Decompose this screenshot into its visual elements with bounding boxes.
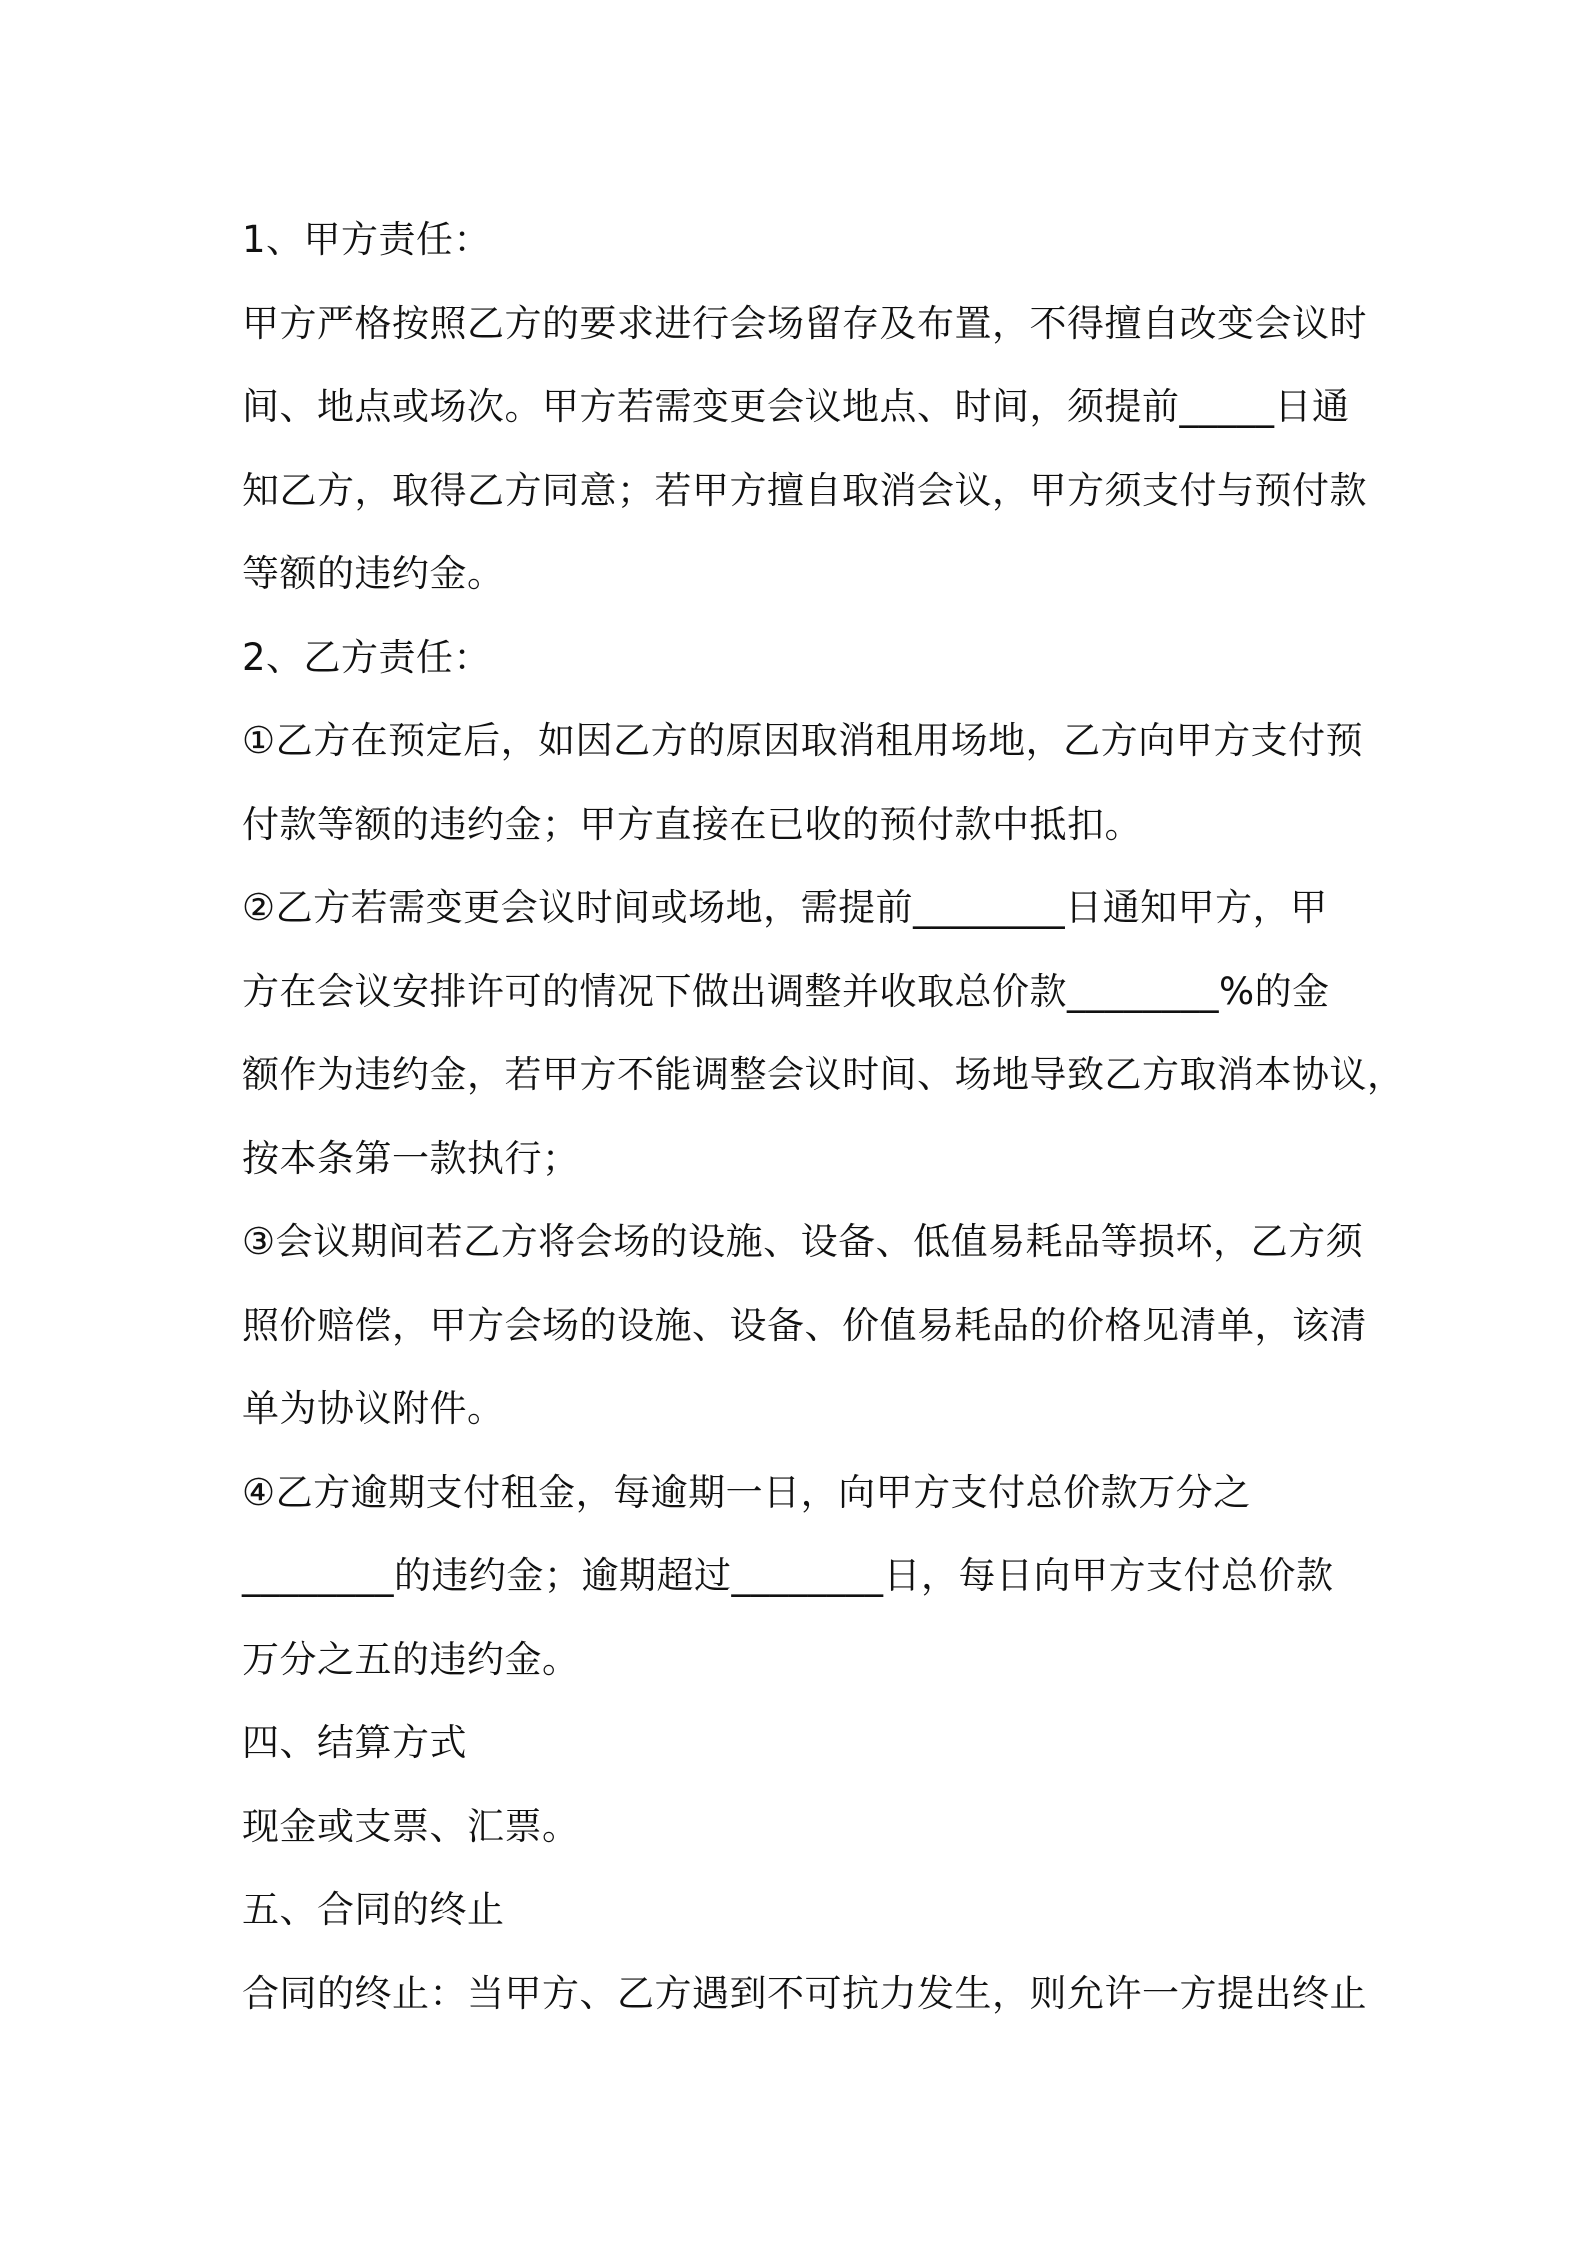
paragraph-line: 方在会议安排许可的情况下做出调整并收取总价款________%的金: [242, 969, 1330, 1013]
heading-settlement-method: 四、结算方式: [242, 1721, 467, 1764]
paragraph-line: ④乙方逾期支付租金，每逾期一日，向甲方支付总价款万分之: [242, 1470, 1251, 1514]
paragraph-line: 甲方严格按照乙方的要求进行会场留存及布置，不得擅自改变会议时: [242, 301, 1367, 345]
paragraph-line: 万分之五的违约金。: [242, 1637, 580, 1681]
heading-party-a-responsibility: 1、甲方责任：: [242, 218, 492, 261]
paragraph-line: 付款等额的违约金；甲方直接在已收的预付款中抵扣。: [242, 802, 1142, 846]
paragraph-line: ①乙方在预定后，如因乙方的原因取消租用场地，乙方向甲方支付预: [242, 719, 1364, 762]
paragraph-line: 单为协议附件。: [242, 1387, 505, 1430]
heading-contract-termination: 五、合同的终止: [242, 1888, 505, 1931]
paragraph-line: 按本条第一款执行；: [242, 1136, 580, 1180]
paragraph-line: ②乙方若需变更会议时间或场地，需提前________日通知甲方，甲: [242, 886, 1328, 929]
document-page: [242, 198, 1405, 2035]
paragraph-line: 合同的终止：当甲方、乙方遇到不可抗力发生，则允许一方提出终止: [242, 1971, 1367, 2015]
paragraph-line: ③会议期间若乙方将会场的设施、设备、低值易耗品等损坏，乙方须: [242, 1220, 1364, 1263]
heading-party-b-responsibility: 2、乙方责任：: [242, 635, 492, 679]
paragraph-line: 现金或支票、汇票。: [242, 1804, 580, 1848]
paragraph-line: 知乙方，取得乙方同意；若甲方擅自取消会议，甲方须支付与预付款: [242, 468, 1367, 512]
paragraph-line: 照价赔偿，甲方会场的设施、设备、价值易耗品的价格见清单，该清: [242, 1303, 1367, 1347]
paragraph-line: ________的违约金；逾期超过________日，每日向甲方支付总价款: [242, 1554, 1334, 1597]
paragraph-line: 间、地点或场次。甲方若需变更会议地点、时间，须提前_____日通: [242, 385, 1350, 428]
paragraph-line: 等额的违约金。: [242, 552, 505, 595]
paragraph-line: 额作为违约金，若甲方不能调整会议时间、场地导致乙方取消本协议，: [242, 1053, 1405, 1096]
